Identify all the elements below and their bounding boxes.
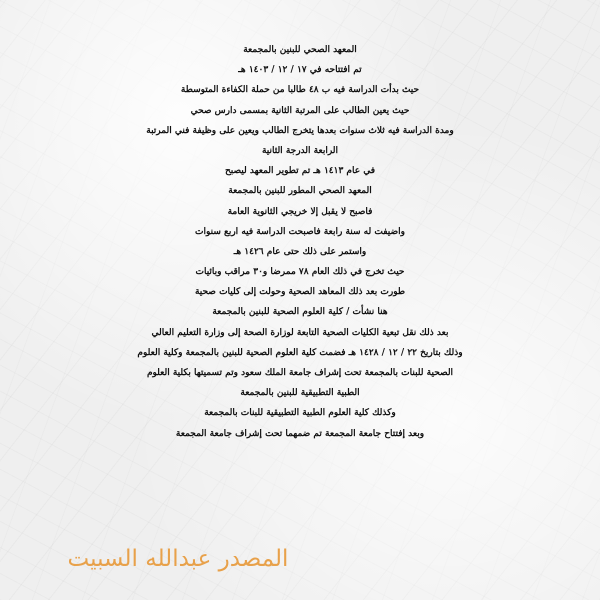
document-title: المعهد الصحي للبنين بالمجمعة xyxy=(243,45,357,55)
text-line: فاصبح لا يقبل إلا خريجي الثانوية العامة xyxy=(227,206,373,217)
text-line: هنا نشأت / كلية العلوم الصحية للبنين بالمجمعة xyxy=(212,307,388,318)
text-line: في عام ١٤١٣ هـ تم تطوير المعهد ليصبح xyxy=(224,166,376,177)
text-line: الرابعة الدرجة الثانية xyxy=(261,145,339,156)
text-line: الصحية للبنات بالمجمعة تحت إشراف جامعة الملك سعود وتم تسميتها بكلية العلوم xyxy=(146,368,454,378)
text-line: بعد ذلك نقل تبعية الكليات الصحية التابعة لوزارة الصحة إلى وزارة التعليم العالي xyxy=(151,327,449,338)
text-line: وذلك بتاريخ ٢٢ / ١٢ / ١٤٢٨ هـ فضمت كلية العلوم الصحية للبنين بالمجمعة وكلية العلوم xyxy=(137,347,463,358)
text-line: واضيفت له سنة رابعة فاصبحت الدراسة فيه اربع سنوات xyxy=(195,226,405,237)
text-line: الطبية التطبيقية للبنين بالمجمعة xyxy=(240,388,360,399)
text-line: ومدة الدراسة فيه ثلاث سنوات بعدها يتخرج الطالب ويعين على وظيفة فني المرتبة xyxy=(146,125,454,136)
text-line: المعهد الصحي المطور للبنين بالمجمعة xyxy=(228,186,372,197)
source-credit: المصدر عبدالله السبيت xyxy=(67,546,289,572)
text-line: وكذلك كلية العلوم الطبية التطبيقية للبنات بالمجمعة xyxy=(204,408,396,419)
text-line: وبعد إفتتاح جامعة المجمعة تم ضمهما تحت إشراف جامعة المجمعة xyxy=(175,428,425,439)
text-line: واستمر على ذلك حتى عام ١٤٢٦ هـ xyxy=(233,246,367,257)
text-line: طورت بعد ذلك المعاهد الصحية وحولت إلى كليات صحية xyxy=(194,287,406,298)
text-line: حيث تخرج في ذلك العام ٧٨ ممرضا و٣٠ مراقب وبائيات xyxy=(195,267,405,278)
document-body xyxy=(0,40,600,444)
text-line: حيث يعين الطالب على المرتبة الثانية بمسمى دارس صحي xyxy=(190,105,410,116)
text-line: حيث بدأت الدراسة فيه ب ٤٨ طالبا من حملة الكفاءة المتوسطة xyxy=(180,85,420,96)
text-line: تم افتتاحه في ١٧ / ١٢ / ١٤٠٣ هـ xyxy=(238,65,362,76)
